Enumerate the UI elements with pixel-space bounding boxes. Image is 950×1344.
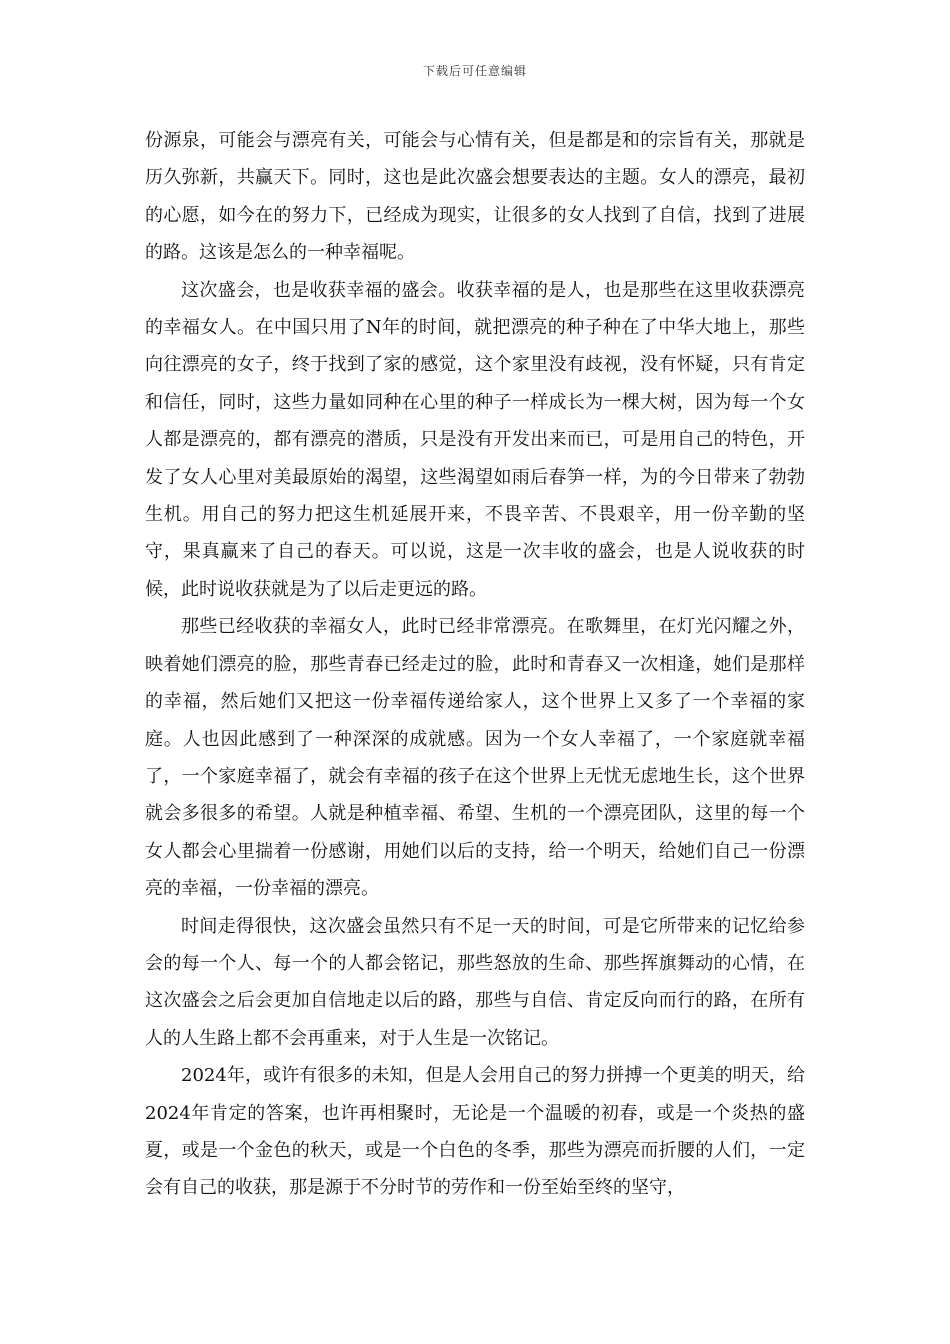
paragraph-4: 时间走得很快，这次盛会虽然只有不足一天的时间，可是它所带来的记忆给参会的每一个人、每一个的人都会铭记，那些怒放的生命、那些挥旗舞动的心情，在这次盛会之后会更加自信地走以后的路，那些与自信、肯定反向而行的路，在所有人的人生路上都不会再重来，对于人生是一次铭记。 — [145, 915, 805, 1049]
paragraph-3: 那些已经收获的幸福女人，此时已经非常漂亮。在歌舞里，在灯光闪耀之外，映着她们漂亮的脸，那些青春已经走过的脸，此时和青春又一次相逢，她们是那样的幸福，然后她们又把这一份幸福传递给家人，这个世界上又多了一个幸福的家庭。人也因此感到了一种深深的成就感。因为一个女人幸福了，一个家庭就幸福了，一个家庭幸福了，就会有幸福的孩子在这个世界上无忧无虑地生长，这个世界就会多很多的希望。人就是种植幸福、希望、生机的一个漂亮团队，这里的每一个女人都会心里揣着一份感谢，用她们以后的支持，给一个明天，给她们自己一份漂亮的幸福，一份幸福的漂亮。 — [145, 616, 805, 900]
paragraph-5: 2024年，或许有很多的未知，但是人会用自己的努力拼搏一个更美的明天，给2024年肯定的答案，也许再相聚时，无论是一个温暖的初春，或是一个炎热的盛夏，或是一个金色的秋天，或是一个白色的冬季，那些为漂亮而折腰的人们，一定会有自己的收获，那是源于不分时节的劳作和一份至始至终的坚守， — [145, 1065, 805, 1199]
document-body — [145, 122, 805, 1207]
paragraph-1: 份源泉，可能会与漂亮有关，可能会与心情有关，但是都是和的宗旨有关，那就是历久弥新，共赢天下。同时，这也是此次盛会想要表达的主题。女人的漂亮，最初的心愿，如今在的努力下，已经成为现实，让很多的女人找到了自信，找到了进展的路。这该是怎么的一种幸福呢。 — [145, 130, 805, 264]
page-header: 下载后可任意编辑 — [422, 64, 527, 78]
paragraph-2: 这次盛会，也是收获幸福的盛会。收获幸福的是人，也是那些在这里收获漂亮的幸福女人。在中国只用了N年的时间，就把漂亮的种子种在了中华大地上，那些向往漂亮的女子，终于找到了家的感觉，这个家里没有歧视，没有怀疑，只有肯定和信任，同时，这些力量如同种在心里的种子一样成长为一棵大树，因为每一个女人都是漂亮的，都有漂亮的潜质，只是没有开发出来而已，可是用自己的特色，开发了女人心里对美最原始的渴望，这些渴望如雨后春笋一样，为的今日带来了勃勃生机。用自己的努力把这生机延展开来，不畏辛苦、不畏艰辛，用一份辛勤的坚守，果真赢来了自己的春天。可以说，这是一次丰收的盛会，也是人说收获的时候，此时说收获就是为了以后走更远的路。 — [145, 279, 805, 600]
